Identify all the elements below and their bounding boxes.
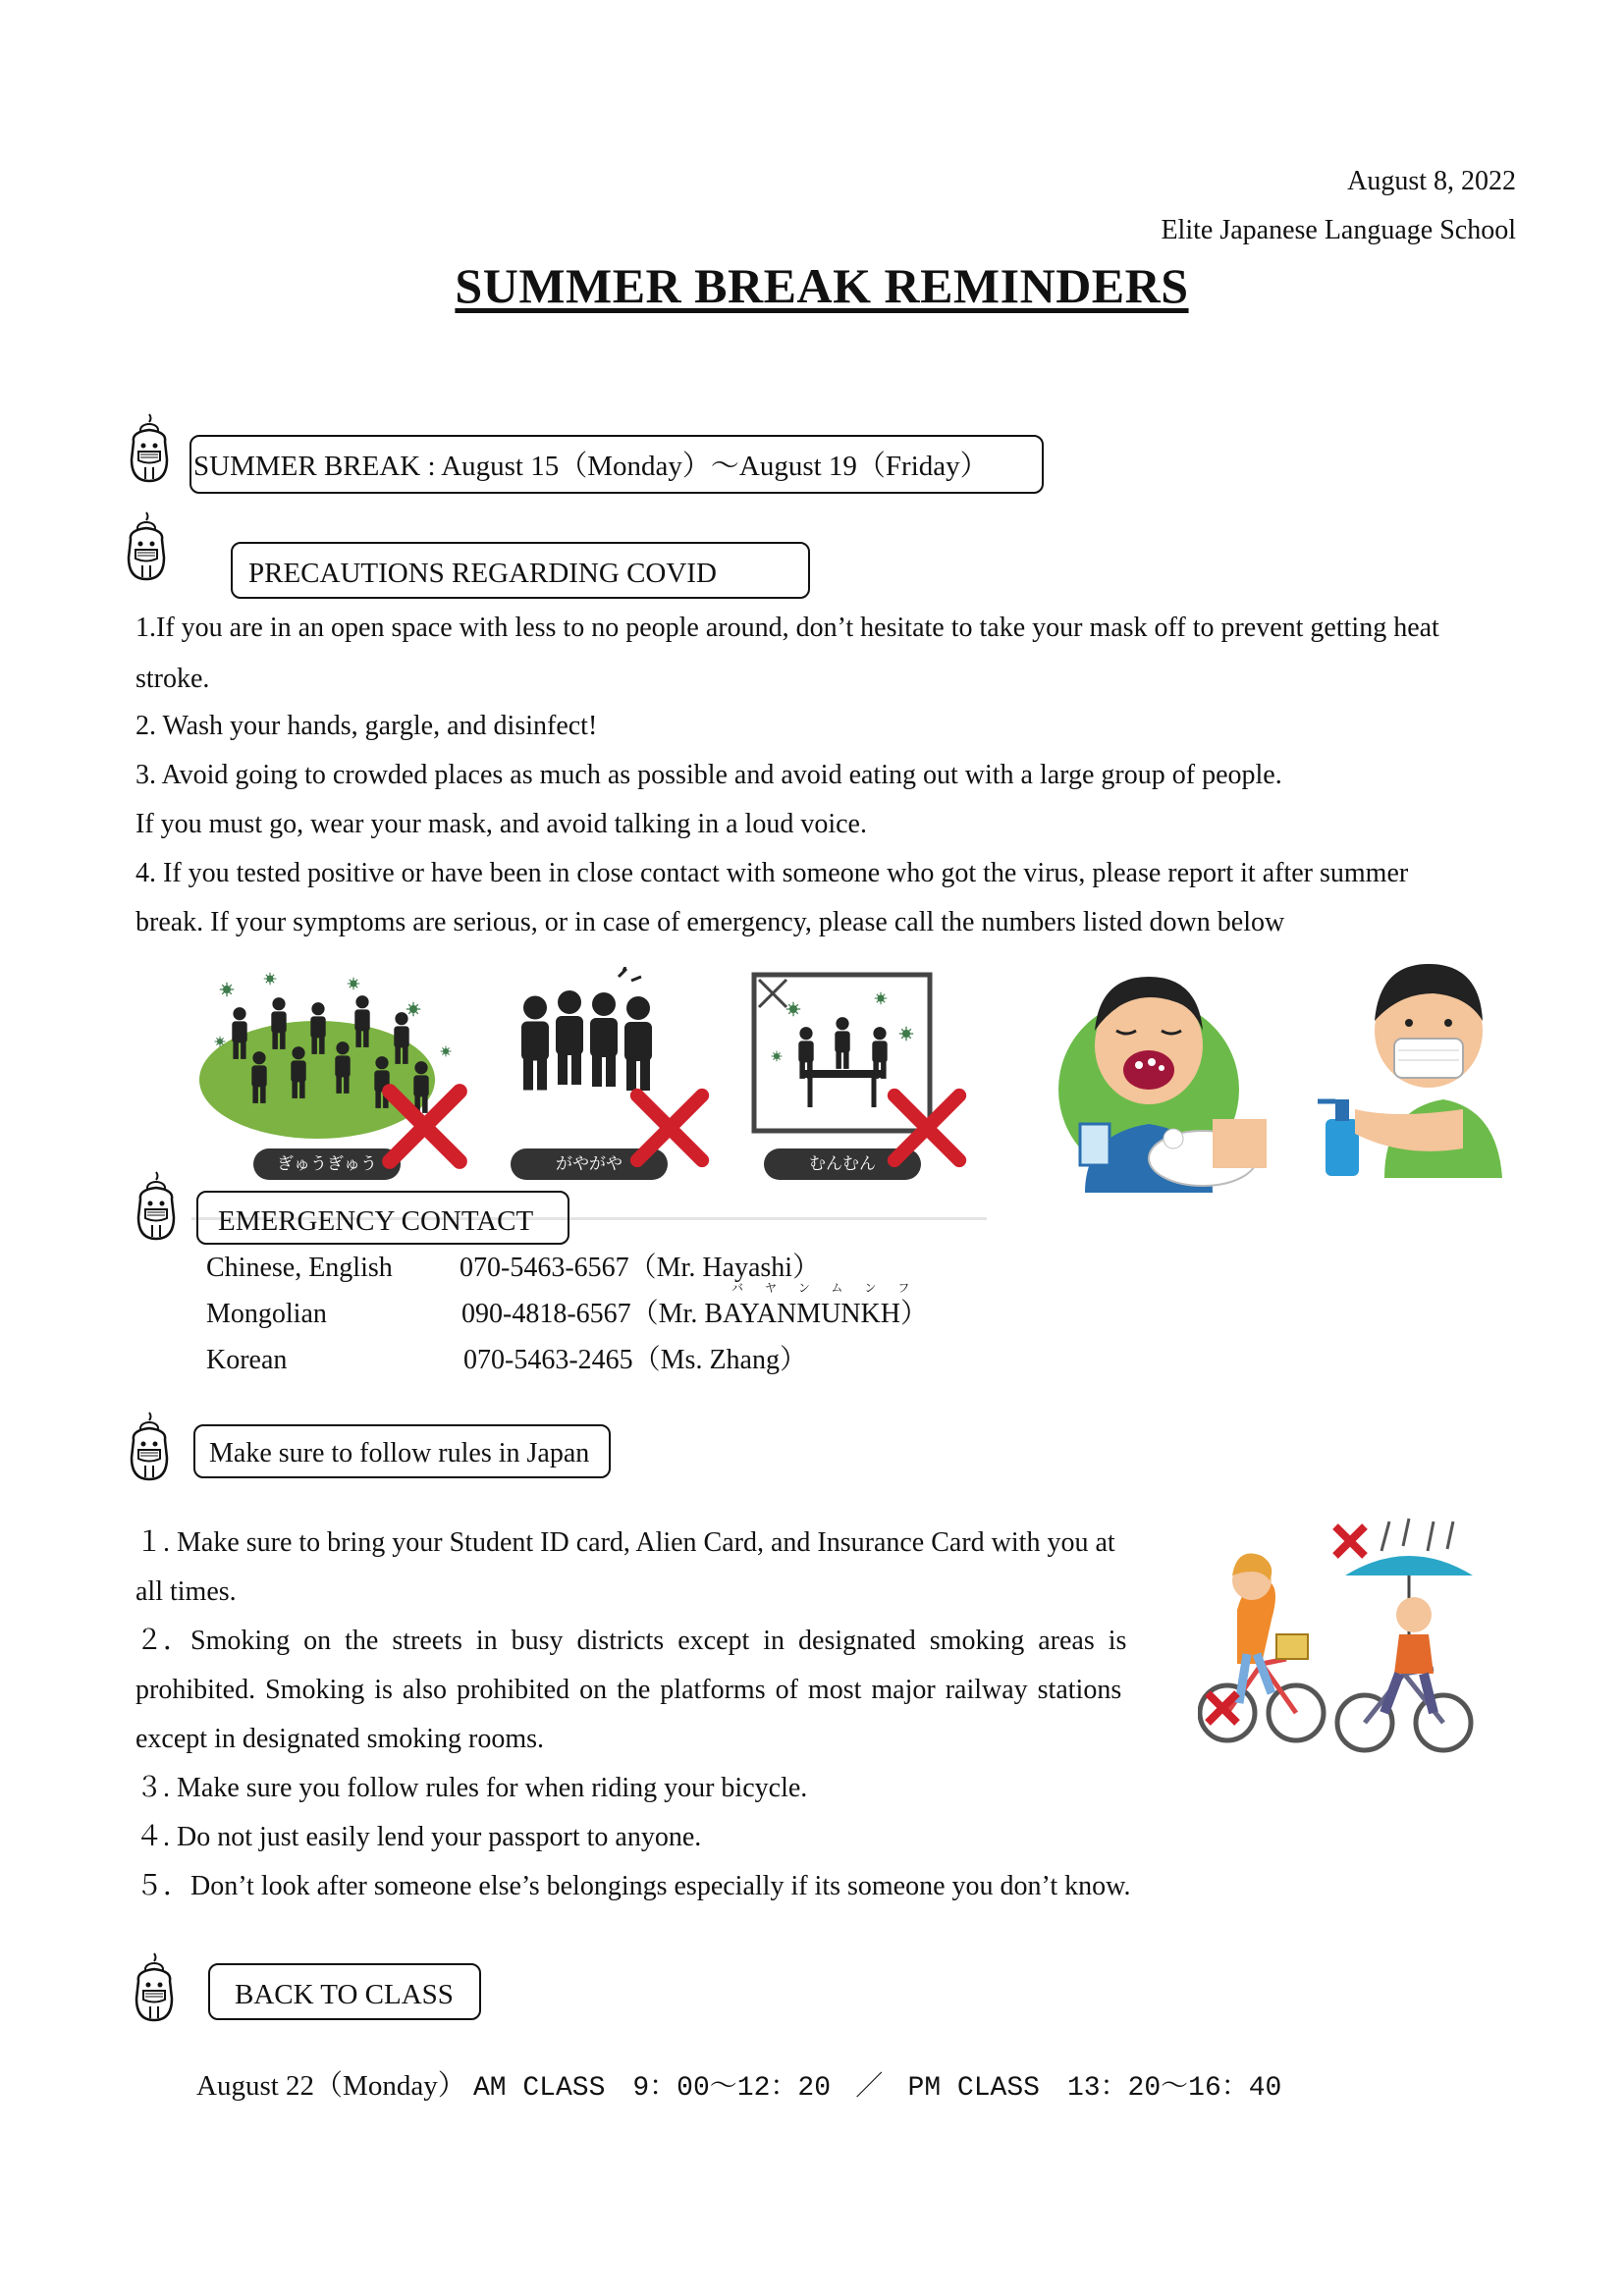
rules-item-2-line-3: except in designated smoking rooms. (135, 1724, 545, 1754)
rules-item-3: ３. Make sure you follow rules for when riding your bicycle. (135, 1773, 808, 1803)
contact-row-chinese (206, 1245, 1090, 1291)
contact-row-mongolian (206, 1281, 1090, 1337)
x-mark-icon (626, 1085, 713, 1171)
rules-item-1-line-2: all times. (135, 1576, 237, 1607)
mascot-icon (131, 1951, 178, 2024)
mascot-icon (126, 1411, 173, 1483)
rules-item-2-line-2: prohibited. Smoking is also prohibited on the platforms of most major railway stations (135, 1675, 1122, 1705)
covid-item-3-line-1: 3. Avoid going to crowded places as much as possible and avoid eating out with a large group of people. (135, 760, 1282, 790)
class-resume-date: August 22（Monday） (196, 2070, 466, 2102)
pm-class-time: PM CLASS 13：20～16：40 (907, 2073, 1282, 2104)
back-to-class-heading: BACK TO CLASS (208, 1963, 481, 2020)
bicycle-rules-icon (1198, 1517, 1492, 1762)
sanitizer-icon (1316, 962, 1507, 1178)
contact-language: Chinese, English (206, 1253, 393, 1283)
emergency-contact-list (206, 1245, 1090, 1383)
mascot-icon (133, 1170, 180, 1243)
am-class-time: AM CLASS 9：00～12：20 (472, 2073, 831, 2104)
rules-item-1-line-1: １. Make sure to bring your Student ID card, Alien Card, and Insurance Card with you at (135, 1527, 1115, 1558)
mascot-icon (123, 510, 170, 583)
school-name: Elite Japanese Language School (1161, 215, 1516, 245)
gargle-icon (1056, 962, 1267, 1193)
rules-item-4: ４. Do not just easily lend your passport to anyone. (135, 1822, 702, 1852)
document-header (1161, 157, 1516, 255)
covid-item-3-line-2: If you must go, wear your mask, and avoid talking in a loud voice. (135, 809, 867, 839)
contact-ruby: バヤンムンフ (731, 1281, 932, 1295)
covid-item-1-line-2: stroke. (135, 664, 210, 694)
contact-language: Korean (206, 1345, 288, 1375)
contact-number[interactable]: 070-5463-2465（Ms. Zhang） (463, 1345, 807, 1375)
class-schedule (196, 2066, 1281, 2109)
rules-heading: Make sure to follow rules in Japan (193, 1424, 611, 1478)
illustration-label-noisy: がやがや (511, 1148, 668, 1180)
contact-language: Mongolian (206, 1299, 327, 1329)
rules-item-5: ５．Don’t look after someone else’s belongings especially if its someone you don’t know. (135, 1871, 1131, 1901)
contact-number[interactable]: 070-5463-6567（Mr. Hayashi） (460, 1253, 821, 1283)
covid-list (135, 604, 1530, 947)
x-mark-icon (884, 1085, 970, 1171)
illustration-label-crowded: ぎゅうぎゅう (253, 1148, 401, 1180)
rules-item-2-line-1: ２．Smoking on the streets in busy districts except in designated smoking areas is (135, 1626, 1127, 1656)
contact-number[interactable]: 090-4818-6567（Mr. BAYANMUNKH） (461, 1299, 928, 1329)
covid-item-2: 2. Wash your hands, gargle, and disinfect! (135, 711, 598, 741)
rules-list (135, 1519, 1176, 1911)
covid-heading: PRECAUTIONS REGARDING COVID (231, 542, 810, 599)
covid-item-4-line-2: break. If your symptoms are serious, or in case of emergency, please call the numbers listed down below (135, 907, 1285, 937)
schedule-separator: ／ (855, 2073, 884, 2104)
x-mark-icon (378, 1080, 471, 1173)
covid-item-4-line-1: 4. If you tested positive or have been in close contact with someone who got the virus, please report it after summer (135, 858, 1409, 888)
mascot-icon (126, 412, 173, 485)
emergency-heading: EMERGENCY CONTACT (196, 1191, 569, 1245)
summer-break-box: SUMMER BREAK : August 15（Monday）～August 19（Friday） (189, 435, 1044, 494)
page-title: SUMMER BREAK REMINDERS (455, 258, 1189, 313)
covid-item-1-line-1: 1.If you are in an open space with less to no people around, don’t hesitate to take your mask off to prevent getting heat (135, 613, 1439, 643)
document-date: August 8, 2022 (1347, 166, 1516, 196)
illustration-label-stuffy: むんむん (764, 1148, 921, 1180)
contact-row-korean (206, 1337, 1090, 1383)
